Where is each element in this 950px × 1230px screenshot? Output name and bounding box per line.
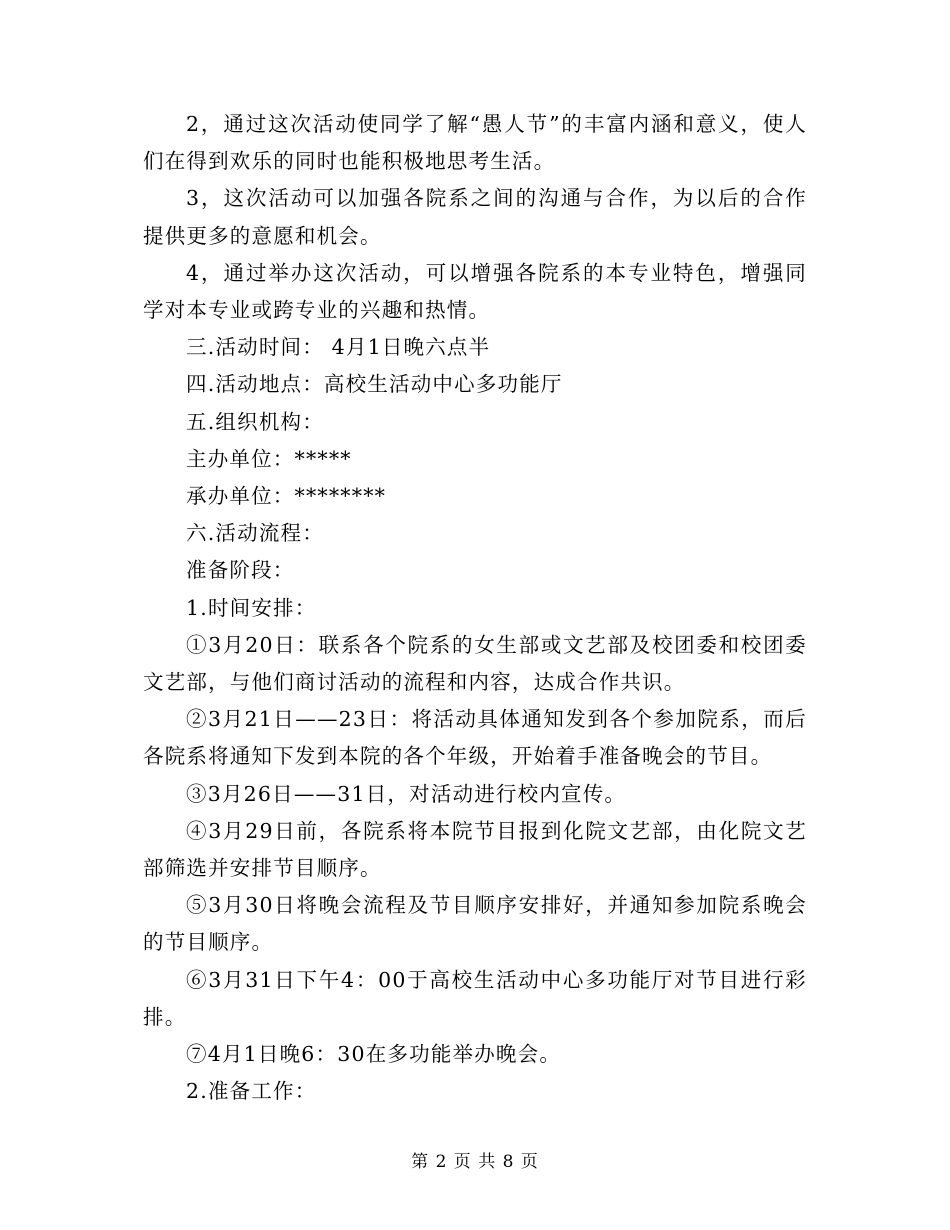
paragraph-activity-process: 六.活动流程： [186,521,324,546]
page-number-footer: 第 2 页 共 8 页 [411,1152,539,1172]
paragraph-purpose-4: 4，通过举办这次活动，可以增强各院系的本专业特色，增强同学对本专业或跨专业的兴趣和热情。 [143,260,807,323]
paragraph-purpose-2: 2，通过这次活动使同学了解“愚人节”的丰富内涵和意义，使人们在得到欢乐的同时也能积极地思考生活。 [143,112,807,174]
paragraph-schedule-item-7: ⑦4月1日晚6：30在多功能举办晚会。 [186,1042,562,1067]
paragraph-schedule-item-4: ④3月29日前，各院系将本院节目报到化院文艺部，由化院文艺部筛选并安排节目顺序。 [143,818,807,881]
paragraph-host-unit: 主办单位：***** [186,446,352,471]
paragraph-schedule-item-1: ①3月20日：联系各个院系的女生部或文艺部及校团委和校团委文艺部，与他们商讨活动的流程和内容，达成合作共识。 [143,632,807,695]
paragraph-purpose-3: 3，这次活动可以加强各院系之间的沟通与合作，为以后的合作提供更多的意愿和机会。 [143,186,807,248]
paragraph-schedule-item-5: ⑤3月30日将晚会流程及节目顺序安排好，并通知参加院系晚会的节目顺序。 [143,893,807,955]
paragraph-schedule-item-3: ③3月26日——31日，对活动进行校内宣传。 [186,781,627,806]
paragraph-organizer-unit: 承办单位：******** [186,484,387,509]
paragraph-activity-location: 四.活动地点：高校生活动中心多功能厅 [186,372,563,397]
paragraph-schedule-item-2: ②3月21日——23日：将活动具体通知发到各个参加院系，而后各院系将通知下发到本院的各个年级，开始着手准备晚会的节目。 [143,707,807,769]
paragraph-activity-time: 三.活动时间： 4月1日晚六点半 [186,335,491,360]
paragraph-organization: 五.组织机构： [186,409,324,434]
paragraph-preparation-stage: 准备阶段： [186,558,295,583]
paragraph-time-schedule: 1.时间安排： [186,595,317,620]
document-body [143,106,807,1110]
paragraph-schedule-item-6: ⑥3月31日下午4：00于高校生活动中心多功能厅对节目进行彩排。 [143,967,807,1029]
paragraph-preparation-work: 2.准备工作： [186,1079,317,1104]
